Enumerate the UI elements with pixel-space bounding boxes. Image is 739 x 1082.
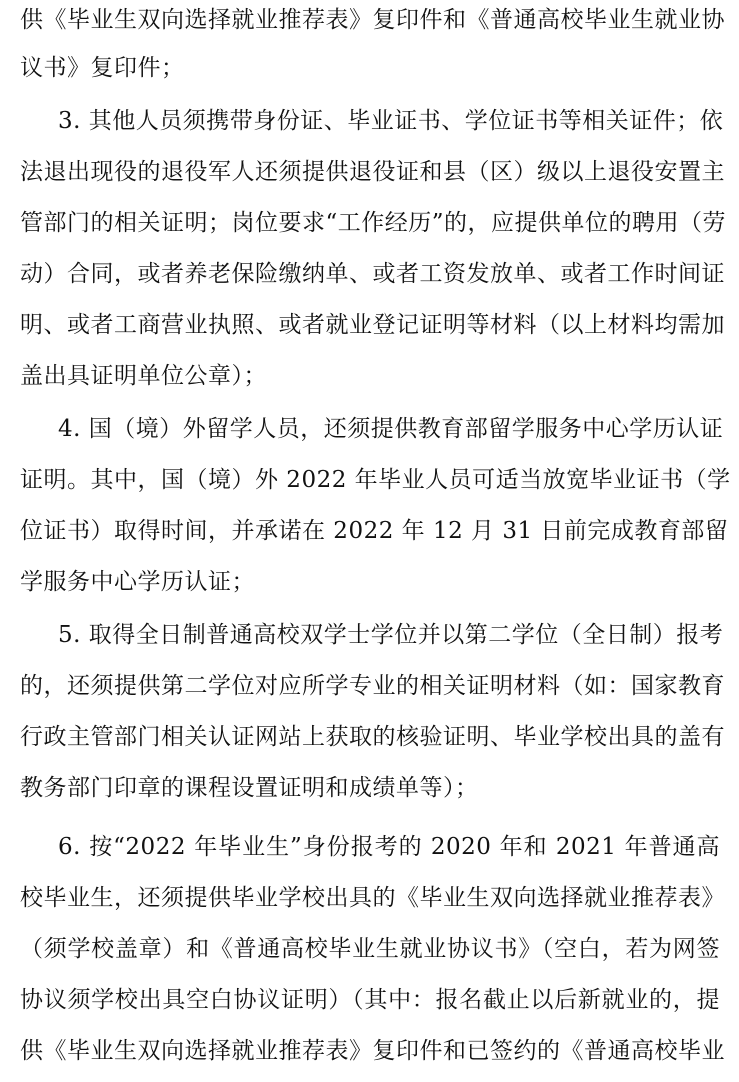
text-line: 供《毕业生双向选择就业推荐表》复印件和《普通高校毕业生就业协 [20, 7, 725, 33]
text-line: 明、或者工商营业执照、或者就业登记证明等材料（以上材料均需加 [20, 312, 725, 338]
text-line: 管部门的相关证明；岗位要求“工作经历”的，应提供单位的聘用（劳 [20, 210, 727, 236]
text-line: 供《毕业生双向选择就业推荐表》复印件和已签约的《普通高校毕业 [20, 1038, 725, 1064]
text-line: 教务部门印章的课程设置证明和成绩单等）； [20, 775, 479, 801]
paragraph-5-line: 5. 取得全日制普通高校双学士学位并以第二学位（全日制）报考 [58, 622, 724, 648]
text-line: 行政主管部门相关认证网站上获取的核验证明、毕业学校出具的盖有 [20, 724, 725, 750]
text-line: 法退出现役的退役军人还须提供退役证和县（区）级以上退役安置主 [20, 159, 725, 185]
text-line: 位证书）取得时间，并承诺在 2022 年 12 月 31 日前完成教育部留 [20, 518, 729, 544]
paragraph-4-line: 4. 国（境）外留学人员，还须提供教育部留学服务中心学历认证 [58, 416, 724, 442]
text-line: 盖出具证明单位公章）； [20, 363, 267, 389]
text-line: 动）合同，或者养老保险缴纳单、或者工资发放单、或者工作时间证 [20, 261, 725, 287]
text-line: 学服务中心学历认证； [20, 569, 255, 595]
text-line: 校毕业生，还须提供毕业学校出具的《毕业生双向选择就业推荐表》 [20, 885, 725, 911]
paragraph-3-line: 3. 其他人员须携带身份证、毕业证书、学位证书等相关证件；依 [58, 108, 724, 134]
text-line: 议书》复印件； [20, 55, 185, 81]
text-line: （须学校盖章）和《普通高校毕业生就业协议书》（空白，若为网签 [20, 936, 720, 962]
text-line: 的，还须提供第二学位对应所学专业的相关证明材料（如：国家教育 [20, 673, 725, 699]
paragraph-6-line: 6. 按“2022 年毕业生”身份报考的 2020 年和 2021 年普通高 [58, 834, 720, 860]
text-line: 证明。其中，国（境）外 2022 年毕业人员可适当放宽毕业证书（学 [20, 467, 731, 493]
text-line: 协议须学校出具空白协议证明）（其中：报名截止以后新就业的，提 [20, 987, 720, 1013]
